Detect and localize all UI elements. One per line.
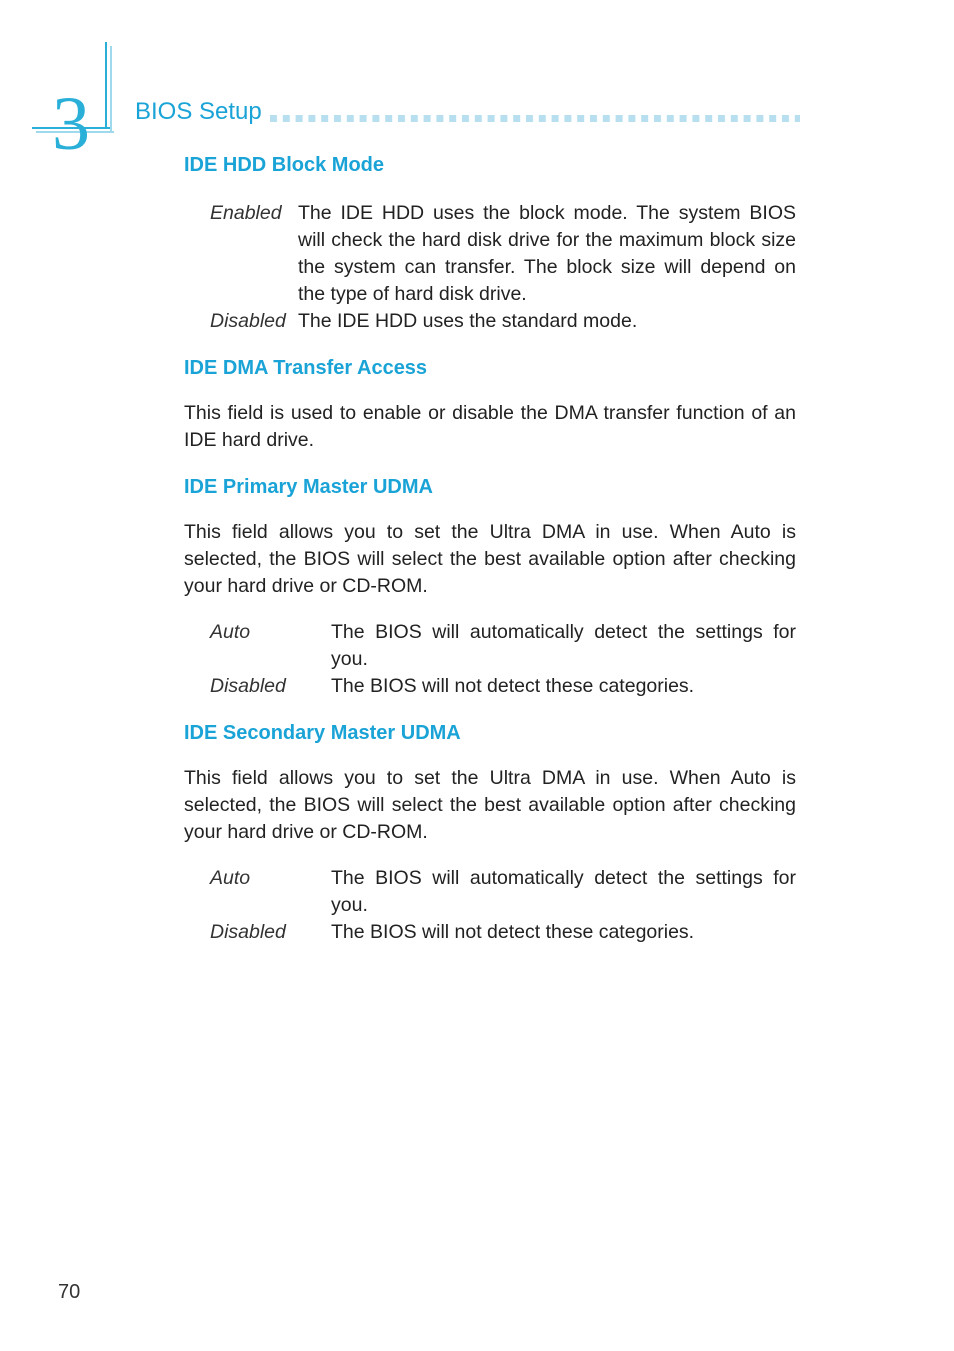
- section-ide-primary-master-udma: [184, 472, 796, 700]
- option-description: The BIOS will not detect these categories.: [331, 675, 695, 697]
- section-ide-dma-transfer-access: [184, 353, 796, 454]
- option-name: Auto: [210, 621, 251, 643]
- section-ide-secondary-master-udma: [184, 718, 796, 946]
- option-row: [210, 308, 796, 335]
- option-name: Enabled: [210, 202, 282, 224]
- content: [184, 150, 796, 946]
- section-heading: IDE Primary Master UDMA: [184, 476, 433, 498]
- option-row: [210, 619, 796, 673]
- option-description: The IDE HDD uses the standard mode.: [298, 310, 638, 332]
- option-name: Auto: [210, 867, 251, 889]
- section-paragraph: This field allows you to set the Ultra DMA in use. When Auto is selected, the BIOS will select the best available option after checking your hard drive or CD-ROM.: [184, 521, 796, 597]
- options-table: [210, 865, 796, 946]
- section-heading: IDE DMA Transfer Access: [184, 357, 428, 379]
- chapter-number: 3: [52, 82, 90, 166]
- section-heading: IDE HDD Block Mode: [184, 154, 385, 176]
- page-number: 70: [58, 1281, 81, 1303]
- option-row: [210, 673, 796, 700]
- option-name: Disabled: [210, 310, 286, 332]
- section-heading: IDE Secondary Master UDMA: [184, 722, 461, 744]
- options-table: [210, 200, 796, 335]
- section-title: BIOS Setup: [135, 98, 262, 125]
- option-row: [210, 919, 796, 946]
- section-ide-hdd-block-mode: [184, 150, 796, 335]
- option-name: Disabled: [210, 921, 286, 943]
- options-table: [210, 619, 796, 700]
- option-row: [210, 200, 796, 308]
- option-description: The BIOS will automatically detect the settings for you.: [331, 621, 796, 670]
- option-description: The BIOS will not detect these categories.: [331, 921, 695, 943]
- title-dot-rule: [270, 115, 800, 123]
- option-description: The BIOS will automatically detect the settings for you.: [331, 867, 796, 916]
- section-paragraph: This field is used to enable or disable the DMA transfer function of an IDE hard drive.: [184, 402, 796, 451]
- chapter-badge: [32, 40, 114, 166]
- option-row: [210, 865, 796, 919]
- option-description: The IDE HDD uses the block mode. The system BIOS will check the hard disk drive for the maximum block size the system can transfer. The block size will depend on the type of hard disk drive.: [298, 202, 796, 305]
- section-paragraph: This field allows you to set the Ultra DMA in use. When Auto is selected, the BIOS will select the best available option after checking your hard drive or CD-ROM.: [184, 767, 796, 843]
- option-name: Disabled: [210, 675, 286, 697]
